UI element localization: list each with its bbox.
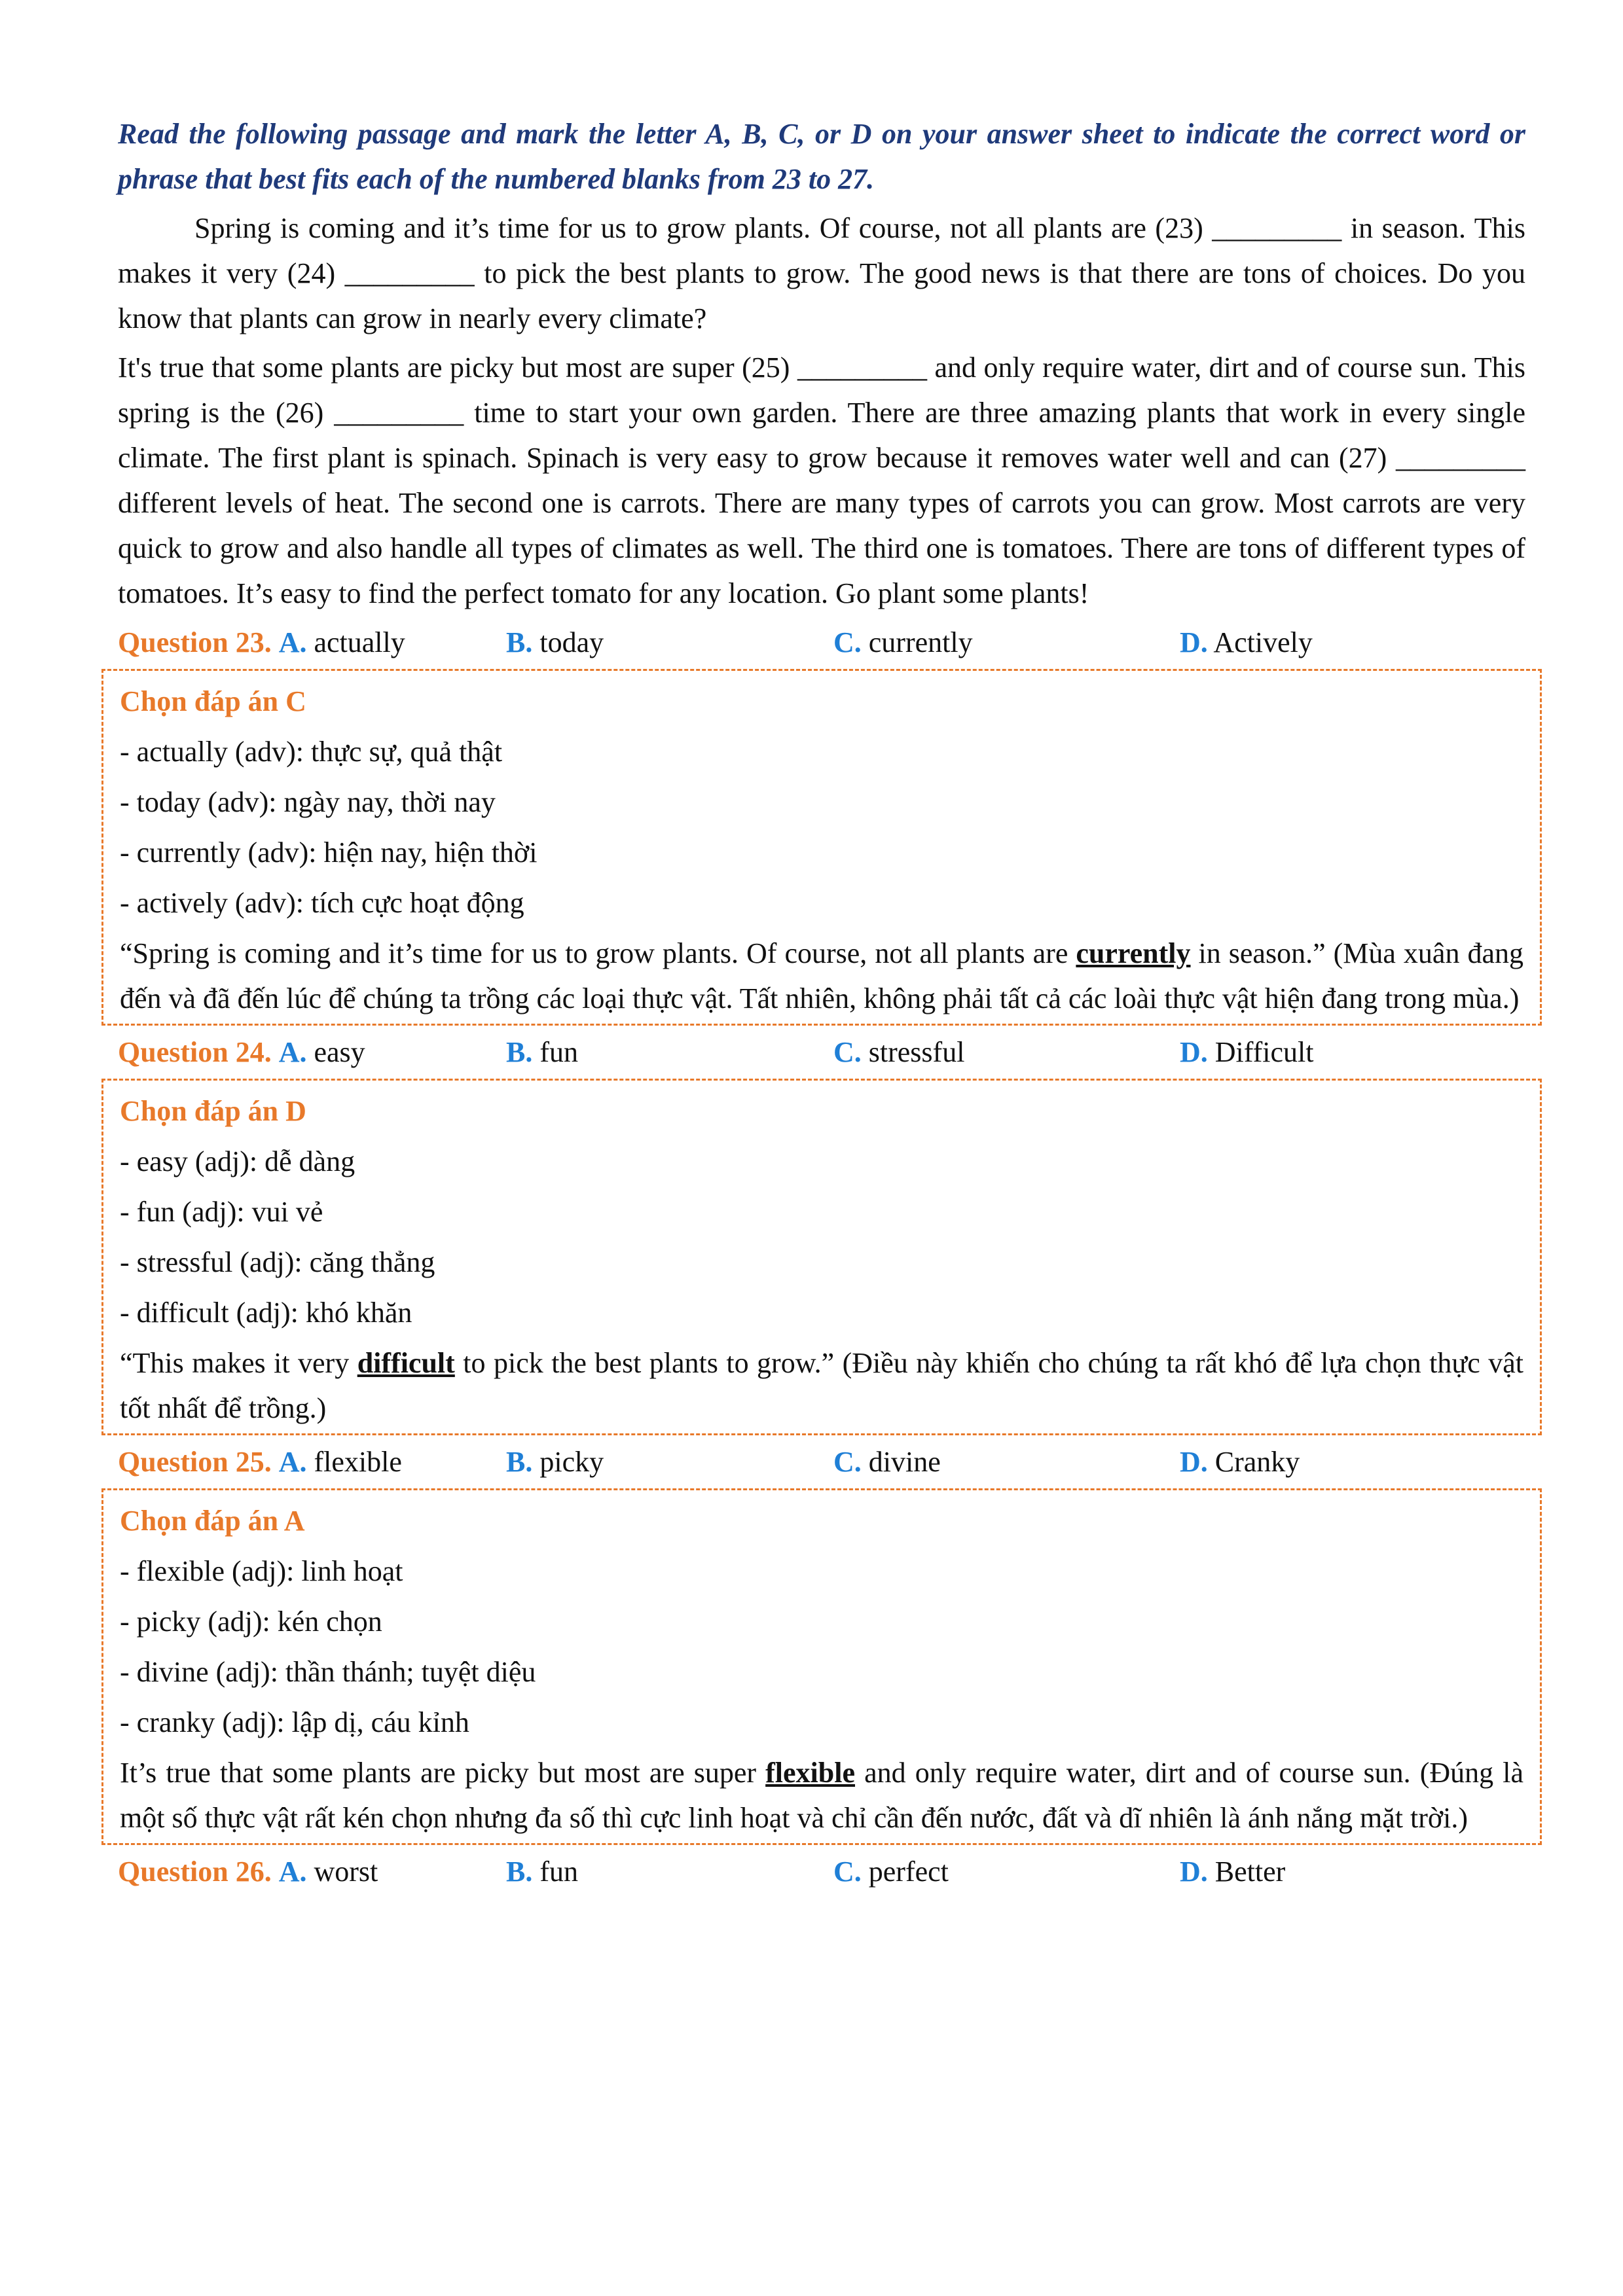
- explanation-box-24: [101, 1079, 1542, 1435]
- question-26-option-c: C. perfect: [833, 1856, 949, 1888]
- question-23-option-a: Question 23. A. actually: [118, 626, 405, 658]
- question-23-row: [118, 620, 1525, 665]
- answer-heading: Chọn đáp án D: [120, 1095, 306, 1127]
- explanation-quote: It’s true that some plants are picky but most are super flexible and only require water, dirt and of course sun. (Đúng là một số thực vật rất kén chọn nhưng đa số thì cực linh hoạt và chỉ cần đến nước, đất và dĩ nhiên là ánh nắng mặt trời.): [120, 1757, 1523, 1834]
- vocab-line: - actually (adv): thực sự, quả thật: [120, 736, 503, 768]
- question-26-option-b: B. fun: [506, 1856, 579, 1888]
- question-25-option-b: B. picky: [506, 1446, 604, 1478]
- question-25-option-a: Question 25. A. flexible: [118, 1446, 402, 1478]
- passage-paragraph-2: It's true that some plants are picky but most are super (25) _________ and only require water, dirt and of course sun. This spring is the (26) _________ time to start your own garden. There are three amazing plants that work in every single climate. The first plant is spinach. Spinach is very easy to grow because it removes water well and can (27) _________ different levels of heat. The second one is carrots. There are many types of carrots you can grow. Most carrots are very quick to grow and also handle all types of climates as well. The third one is tomatoes. There are tons of different types of tomatoes. It’s easy to find the perfect tomato for any location. Go plant some plants!: [118, 351, 1525, 609]
- question-26-row: [118, 1849, 1525, 1894]
- passage-paragraph-1: Spring is coming and it’s time for us to grow plants. Of course, not all plants are (23) _________ in season. This makes it very (24) _________ to pick the best plants to grow. The good news is that there are tons of choices. Do you know that plants can grow in nearly every climate?: [118, 212, 1525, 334]
- question-26-option-a: Question 26. A. worst: [118, 1856, 378, 1888]
- explanation-quote: “This makes it very difficult to pick the best plants to grow.” (Điều này khiến cho chúng ta rất khó để lựa chọn thực vật tốt nhất để trồng.): [120, 1347, 1523, 1424]
- vocab-line: - actively (adv): tích cực hoạt động: [120, 887, 524, 919]
- question-25-row: [118, 1439, 1525, 1484]
- question-24-option-b: B. fun: [506, 1036, 579, 1068]
- question-25-option-c: C. divine: [833, 1446, 941, 1478]
- question-24-option-d: D. Difficult: [1180, 1036, 1314, 1068]
- vocab-line: - easy (adj): dễ dàng: [120, 1145, 356, 1177]
- vocab-line: - flexible (adj): linh hoạt: [120, 1555, 403, 1587]
- question-26-option-d: D. Better: [1180, 1856, 1286, 1888]
- question-25-option-d: D. Cranky: [1180, 1446, 1300, 1478]
- answer-heading: Chọn đáp án A: [120, 1505, 305, 1537]
- explanation-box-23: [101, 669, 1542, 1026]
- answer-heading: Chọn đáp án C: [120, 685, 306, 717]
- document-page: [118, 111, 1525, 1894]
- question-24-option-a: Question 24. A. easy: [118, 1036, 365, 1068]
- question-24-option-c: C. stressful: [833, 1036, 965, 1068]
- question-24-row: [118, 1030, 1525, 1075]
- question-23-option-b: B. today: [506, 626, 604, 658]
- vocab-line: - difficult (adj): khó khăn: [120, 1297, 412, 1329]
- vocab-line: - divine (adj): thần thánh; tuyệt diệu: [120, 1656, 536, 1688]
- question-23-option-c: C. currently: [833, 626, 973, 658]
- instruction-text: Read the following passage and mark the letter A, B, C, or D on your answer sheet to indicate the correct word or phrase that best fits each of the numbered blanks from 23 to 27.: [118, 118, 1525, 195]
- question-23-option-d: D. Actively: [1180, 626, 1313, 658]
- answer-word: flexible: [765, 1757, 855, 1789]
- vocab-line: - currently (adv): hiện nay, hiện thời: [120, 836, 538, 869]
- vocab-line: - today (adv): ngày nay, thời nay: [120, 786, 496, 818]
- explanation-box-25: [101, 1488, 1542, 1845]
- vocab-line: - stressful (adj): căng thẳng: [120, 1246, 435, 1278]
- answer-word: difficult: [357, 1347, 455, 1379]
- vocab-line: - picky (adj): kén chọn: [120, 1605, 382, 1638]
- answer-word: currently: [1076, 937, 1191, 969]
- vocab-line: - cranky (adj): lập dị, cáu kỉnh: [120, 1706, 469, 1738]
- explanation-quote: “Spring is coming and it’s time for us to grow plants. Of course, not all plants are currently in season.” (Mùa xuân đang đến và đã đến lúc để chúng ta trồng các loại thực vật. Tất nhiên, không phải tất cả các loài thực vật hiện đang trong mùa.): [120, 937, 1523, 1014]
- vocab-line: - fun (adj): vui vẻ: [120, 1196, 323, 1228]
